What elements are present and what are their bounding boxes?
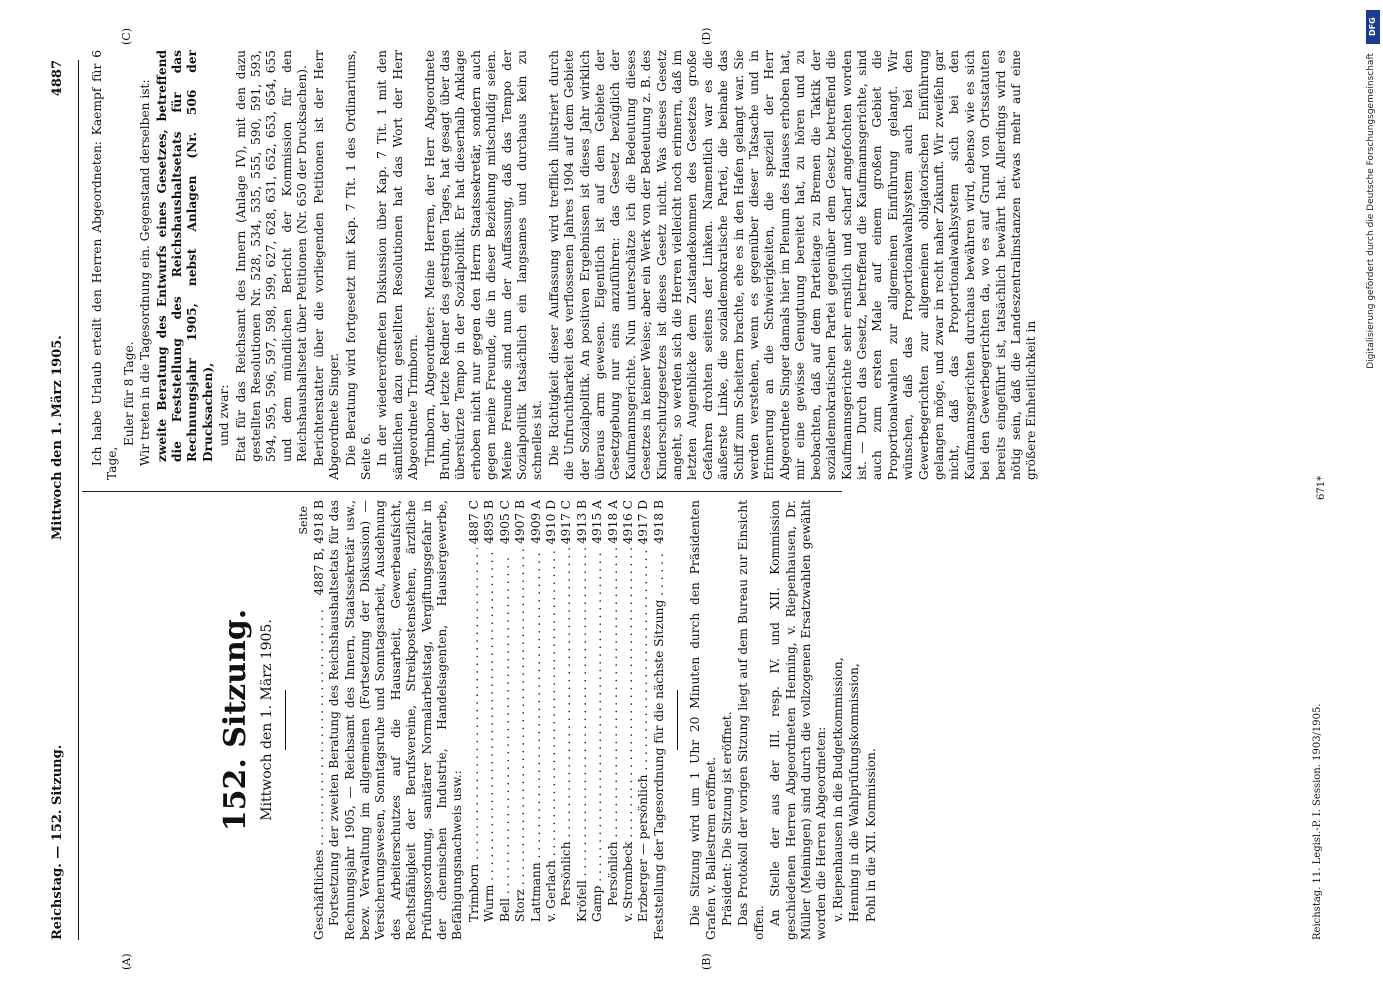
- body-paragraph: In der wiedereröffneten Diskussion über Kap. 7 Tit. 1 mit den sämtlichen dazu gestellten Resolutionen hat das Wort der Herr Abgeordnete Trimborn.: [375, 50, 421, 480]
- margin-letter-a: (A): [120, 953, 133, 970]
- commission-paragraph: An Stelle der aus der III. resp. IV. und XII. Kommission geschiedenen Herren Abgeordneten Henning, v. Riepenhausen, Dr. Müller (Meiningen) sind durch die vollzogenen Ersatzwahlen gewählt worden die Herren Abgeordneten:: [768, 500, 829, 940]
- speaker-page: 4913 B: [574, 500, 589, 544]
- digitization-notice: Digitalisierung gefördert durch die Deutsche Forschungsgemeinschaft: [1366, 53, 1376, 369]
- speaker-row: [621, 500, 636, 940]
- speaker-name: Bell . . .: [498, 548, 513, 922]
- agenda-item: zweite Beratung des Entwurfs eines Gesetzes, betreffend die Feststellung des Reichshaushaltsetats für das Rechnungsjahr 1905, nebst Anlagen (Nr. 506 der Drucksachen),: [154, 50, 215, 462]
- dfg-logo: DFG: [1366, 10, 1380, 44]
- margin-letter-d: (D): [700, 27, 713, 45]
- speaker-row: [559, 500, 574, 940]
- speaker-row: [529, 500, 544, 940]
- section-rule: [677, 690, 678, 750]
- speaker-list: [467, 500, 652, 940]
- header-middle: Mittwoch den 1. März 1905.: [50, 335, 65, 540]
- speaker-name: Erzberger — persönlich . . .: [636, 548, 651, 922]
- speaker-row: [590, 500, 605, 940]
- speaker-name: Kröfell . . .: [575, 548, 590, 922]
- speech-paragraph: Trimborn, Abgeordneter: Meine Herren, der Herr Abgeordnete Bruhn, der letzte Redner des gestrigen Tages, hat gesagt über das überstürzte Tempo in der Sozialpolitik. Er hat dieserhalb Anklage erhoben nicht nur gegen den Herrn Staatssekretär, sondern auch gegen meine Freunde, die in dieser Beziehung mitschuldig seien. Meine Freunde sind nun der Auffassung, daß das Tempo der Sozialpolitik tatsächlich ein langsames und durchaus kein zu schnelles ist.: [422, 50, 545, 480]
- toc-entry-page: 4918 B: [651, 500, 666, 544]
- left-column: [96, 500, 880, 940]
- toc-entry-name: Geschäftliches . . .: [312, 610, 327, 940]
- speaker-row: [498, 500, 513, 940]
- toc-entry-page: 4887 B, 4918 B: [311, 500, 326, 596]
- speaker-name: Lattmann . . .: [529, 548, 544, 922]
- speaker-name: v. Strombeck . . .: [621, 548, 636, 922]
- president-statement: Präsident: Die Sitzung ist eröffnet.: [719, 711, 734, 926]
- speaker-page: 4895 B: [482, 500, 497, 544]
- speaker-name: Persönlich . . .: [559, 548, 574, 906]
- speaker-name: Trimborn . . .: [467, 548, 482, 922]
- right-column: [90, 50, 1041, 480]
- body-paragraph: Berichterstatter über die vorliegenden Petitionen ist der Herr Abgeordnete Singer.: [311, 50, 342, 480]
- speaker-row: [575, 500, 590, 940]
- body-paragraph: Die Beratung wird fortgesetzt mit Kap. 7 Tit. 1 des Ordinariums, Seite 6.: [343, 50, 373, 480]
- toc-row: [312, 500, 327, 940]
- speaker-page: 4887 C: [466, 500, 481, 545]
- speaker-row: [482, 500, 497, 940]
- table-of-contents: [312, 500, 667, 940]
- digitization-strip: [1365, 5, 1381, 995]
- speaker-page: 4918 A: [605, 500, 620, 544]
- speaker-page: 4909 A: [528, 500, 543, 544]
- agenda-item: Etat für das Reichsamt des Innern (Anlage IV), mit den dazu gestellten Resolutionen Nr. 528, 534, 535, 555, 590, 591, 593, 594, 595, 596, 597, 598, 599, 627, 628, 631, 652, 653, 654, 655 und dem mündlichen Bericht der Kommission für den Reichshaushaltsetat über Petitionen (Nr. 650 der Drucksachen).: [233, 50, 310, 462]
- protocol-paragraph: Das Protokoll der vorigen Sitzung liegt auf dem Bureau zur Einsicht offen.: [736, 500, 766, 940]
- header-page-number: 4887: [50, 60, 65, 97]
- speaker-name: Gamp . . .: [590, 548, 605, 922]
- speaker-row: [636, 500, 651, 940]
- speaker-name: Wurm . . .: [482, 548, 497, 922]
- toc-entry-debate: Fortsetzung der zweiten Beratung des Reichshaushaltsetats für das Rechnungsjahr 1905, — Reichsamt des Innern, Staatssekretär usw., bezw. Verwaltung im allgemeinen (Fortsetzung der Diskussion) — Versicherungswesen, Sonntagsruhe und Sonntagsarbeit, Ausdehnung des Arbeiterschutzes auf die Hausarbeit, Gewerbeaufsicht, Rechtsfähigkeit der Berufsvereine, Streikpostenstehen, ärztliche Prüfungsordnung, sanitärer Normalarbeitstag, Vergiftungsgefahr in der chemischen Industrie, Handelsagenten, Hausiergewerbe, Befähigungsnachweis usw.:: [327, 500, 465, 940]
- commission-item: Pohl in die XII. Kommission.: [863, 748, 878, 922]
- session-date: Mittwoch den 1. März 1905.: [259, 619, 275, 821]
- speaker-page: 4917 C: [559, 500, 574, 545]
- toc-row: [652, 500, 667, 940]
- running-header: [50, 60, 74, 940]
- speaker-row: [606, 500, 621, 940]
- margin-letter-c: (C): [120, 28, 133, 45]
- body-paragraph: Ich habe Urlaub erteilt den Herren Abgeordneten: Kaempf für 6 Tage,: [90, 50, 120, 480]
- margin-letter-b: (B): [700, 953, 713, 970]
- session-title: 152. Sitzung.: [218, 608, 253, 832]
- speaker-name: v. Gerlach . . .: [544, 548, 559, 922]
- speaker-row: [513, 500, 528, 940]
- column-divider: [82, 491, 842, 492]
- speaker-page: 4907 B: [513, 500, 528, 544]
- signature-mark: 671*: [1316, 475, 1327, 500]
- commission-item: Henning in die Wahlprüfungskommission,: [847, 663, 862, 922]
- speaker-page: 4916 C: [620, 500, 635, 545]
- speaker-name: Storz . . .: [513, 548, 528, 922]
- speaker-page: 4917 D: [636, 500, 651, 545]
- page-footer: Reichstag. 11. Legisl.-P. I. Session. 1903/1905.: [1312, 703, 1323, 940]
- body-paragraph: Wir treten in die Tagesordnung ein. Gegenstand derselben ist:: [138, 79, 153, 466]
- opening-paragraph: Die Sitzung wird um 1 Uhr 20 Minuten durch den Präsidenten Grafen v. Ballestrem eröffnet.: [688, 500, 718, 940]
- header-left: Reichstag. — 152. Sitzung.: [50, 744, 65, 940]
- commission-item: v. Riepenhausen in die Budgetkommission,: [830, 657, 845, 922]
- speaker-name: Persönlich . . .: [606, 548, 621, 906]
- toc-entry-name: Feststellung der Tagesordnung für die nächste Sitzung . . .: [652, 548, 667, 940]
- speaker-row: [544, 500, 559, 940]
- speaker-page: 4905 C: [497, 500, 512, 545]
- title-rule: [285, 690, 286, 750]
- header-rule: [78, 60, 79, 940]
- speaker-page: 4915 A: [590, 500, 605, 544]
- body-paragraph: und zwar:: [217, 384, 232, 446]
- seite-label: Seite: [297, 506, 311, 535]
- speech-paragraph: Die Richtigkeit dieser Auffassung wird trefflich illustriert durch die Unfruchtbarkeit des verflossenen Jahres 1904 auf dem Gebiete der Sozialpolitik. An positiven Ergebnissen ist dieses Jahr wirklich überaus arm gewesen. Eigentlich ist auf dem Gebiete der Gesetzgebung nur eins anzuführen: das Gesetz bezüglich der Kaufmannsgerichte. Nun unterschätze ich die Bedeutung dieses Gesetzes in keiner Weise; aber ein Werk von der Bedeutung z. B. des Kinderschutzgesetzes ist dieses Gesetz nicht. Was dieses Gesetz angeht, so werden sich die Herren vielleicht noch erinnern, daß im letzten Augenblicke dem Zustandekommen des Gesetzes große Gefahren drohten seitens der Linken. Namentlich war es die äußerste Linke, die sozialdemokratische Partei, die beinahe das Schiff zum Scheitern brachte, ehe es in den Hafen gelangt war. Sie werden verstehen, wenn es gegenüber dieser Tatsache und in Erinnerung an die Schwierigkeiten, die speziell der Herr Abgeordnete Singer damals hier im Plenum des Hauses erhoben hat, mir eine gewisse Genugtuung bereitet hat, zu hören und zu beobachten, daß auf dem Parteitage zu Bremen die Taktik der sozialdemokratischen Partei gegenüber dem Gesetz betreffend die Kaufmannsgerichte sehr ernstlich und scharf angefochten worden ist. — Durch das Gesetz, betreffend die Kaufmannsgerichte, sind auch zum ersten Male auf einem großen Gebiet die Proportionalwahlen zur allgemeinen Einführung gelangt. Wir wünschen, daß das Proportionalwahlsystem auch bei den Gewerbegerichten zur allgemeinen obligatorischen Einführung gelangen möge, und zwar in recht naher Zukunft. Wir zweifeln gar nicht, daß das Proportionalwahlsystem sich bei den Kaufmannsgerichten durchaus bewähren wird, ebenso wie es sich bei den Gewerbegerichten da, wo es auf Grund von Ortsstatuten bereits eingeführt ist, tatsächlich bewährt hat. Allerdings wird es nötig sein, daß die Landeszentralinstanzen etwas mehr auf eine größere Einheitlichkeit in: [546, 50, 1039, 480]
- speaker-page: 4910 D: [543, 500, 558, 545]
- body-paragraph: Euler für 8 Tage.: [121, 341, 136, 446]
- speaker-row: [467, 500, 482, 940]
